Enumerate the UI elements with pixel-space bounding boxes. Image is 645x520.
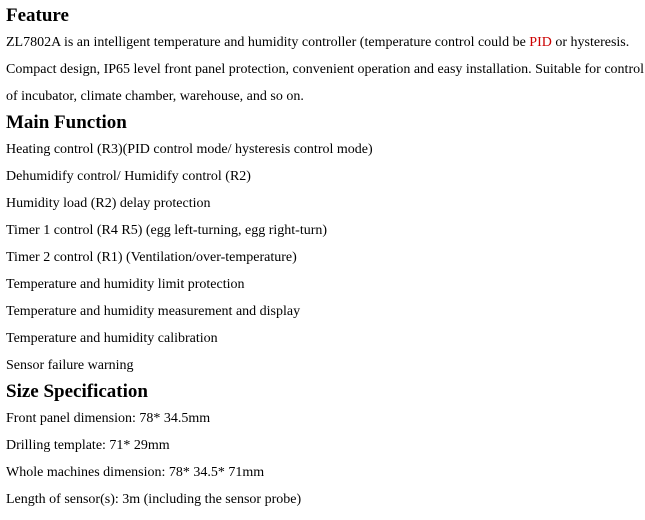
main-function-item: Temperature and humidity measurement and display <box>6 304 301 319</box>
main-function-heading: Main Function <box>6 112 127 133</box>
feature-intro-prefix: ZL7802A is an intelligent temperature and humidity controller (temperature control could be <box>6 35 530 50</box>
feature-heading: Feature <box>6 5 69 26</box>
feature-line-3: of incubator, climate chamber, warehouse, and so on. <box>6 89 304 104</box>
main-function-item: Timer 2 control (R1) (Ventilation/over-temperature) <box>6 250 297 265</box>
size-spec-item: Length of sensor(s): 3m (including the sensor probe) <box>6 492 302 507</box>
main-function-item: Dehumidify control/ Humidify control (R2) <box>6 169 251 184</box>
size-specification-heading: Size Specification <box>6 381 148 402</box>
product-description <box>0 3 645 520</box>
main-function-item: Heating control (R3)(PID control mode/ hysteresis control mode) <box>6 142 373 157</box>
size-spec-item: Front panel dimension: 78* 34.5mm <box>6 411 211 426</box>
pid-highlight: PID <box>529 35 552 50</box>
main-function-item: Temperature and humidity limit protection <box>6 277 245 292</box>
main-function-item: Temperature and humidity calibration <box>6 331 218 346</box>
feature-line-2: Compact design, IP65 level front panel protection, convenient operation and easy installation. Suitable for control <box>6 62 644 77</box>
main-function-item: Sensor failure warning <box>6 358 134 373</box>
size-spec-item: Whole machines dimension: 78* 34.5* 71mm <box>6 465 265 480</box>
main-function-item: Timer 1 control (R4 R5) (egg left-turning, egg right-turn) <box>6 223 328 238</box>
feature-intro <box>6 29 639 56</box>
feature-intro-suffix: or hysteresis. <box>551 35 630 50</box>
size-spec-item: Drilling template: 71* 29mm <box>6 438 170 453</box>
main-function-item: Humidity load (R2) delay protection <box>6 196 211 211</box>
